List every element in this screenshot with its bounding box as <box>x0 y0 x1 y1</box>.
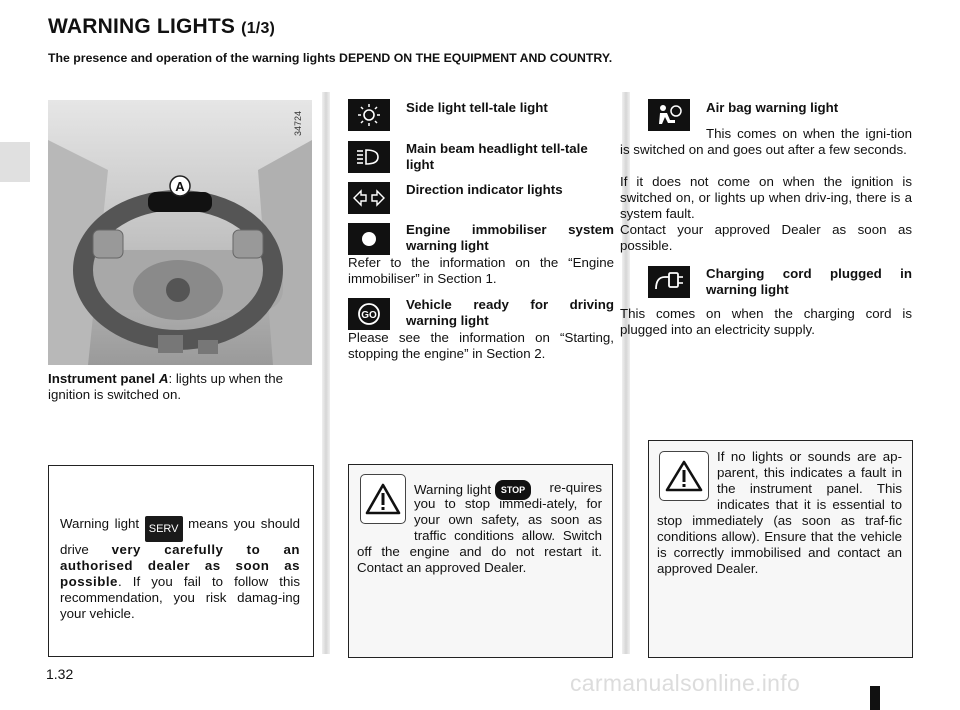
charging-cord-icon <box>648 266 690 298</box>
ready-to-drive-icon <box>348 298 390 330</box>
direction-indicator-label: Direction indicator lights <box>406 182 563 197</box>
side-light-label: Side light tell-tale light <box>406 100 548 115</box>
photo-caption: Instrument panel A: lights up when the ignition is switched on. <box>48 371 284 402</box>
direction-indicator-icon <box>348 182 390 214</box>
side-light-icon <box>348 99 390 131</box>
page-title: WARNING LIGHTS (1/3) <box>48 15 276 38</box>
fault-warning-text: If no lights or sounds are ap-parent, this indicates a fault in the instrument panel. This indicates that it is essential to stop immediately (as soon as traf-fic conditions allow). Ensure that the vehicle is correctly immobilised and contact an approved Dealer. <box>657 449 902 576</box>
column-divider <box>322 92 330 654</box>
photo-reference-number: 34724 <box>293 110 303 136</box>
stop-icon: STOP <box>495 480 531 500</box>
serv-warning-box <box>48 465 314 657</box>
footer-mark <box>870 686 880 710</box>
main-beam-label: Main beam headlight tell-tale light <box>406 141 588 172</box>
page-subtitle: The presence and operation of the warning lights DEPEND ON THE EQUIPMENT AND COUNTRY. <box>48 51 613 65</box>
immobiliser-text: Refer to the information on the “Engine immobiliser” in Section 1. <box>348 255 614 286</box>
fault-warning-box <box>648 440 913 658</box>
ready-to-drive-title: Vehicle ready for driving warning light <box>406 297 614 328</box>
marker-a-label: A <box>175 179 185 194</box>
stop-warning-box <box>348 464 613 658</box>
airbag-text-3: Contact your approved Dealer as soon as possible. <box>620 222 912 253</box>
charging-cord-text: This comes on when the charging cord is plugged into an electricity supply. <box>620 306 912 337</box>
airbag-text-1: This comes on when the igni-tion is switched on and goes out after a few seconds. <box>620 126 912 157</box>
ready-to-drive-text: Please see the information on “Starting, stopping the engine” in Section 2. <box>348 330 614 361</box>
airbag-title: Air bag warning light <box>706 100 839 115</box>
charging-cord-title: Charging cord plugged in warning light <box>706 266 912 297</box>
section-tab <box>0 142 30 182</box>
page-number: 1.32 <box>46 666 74 682</box>
immobiliser-icon <box>348 223 390 255</box>
serv-icon: SERV <box>145 516 183 542</box>
serv-warning-text: Warning light SERV means you should drive very carefully to an authorised dealer as soon as possible. If you fail to follow this recommendation, you risk damag-ing your vehicle. <box>60 516 300 621</box>
airbag-text-2: If it does not come on when the ignition is switched on, or lights up when driv-ing, there is a system fault. <box>620 174 912 221</box>
immobiliser-title: Engine immobiliser system warning light <box>406 222 614 253</box>
watermark: carmanualsonline.info <box>570 670 801 696</box>
svg-text:GO: GO <box>361 310 377 321</box>
stop-warning-text-head: Warning light STOP <box>414 480 602 500</box>
stop-warning-text: re-quires you to stop immedi-ately, for your own safety, as soon as traffic conditions allow. Switch off the engine and do not restart it. Contact an approved Dealer. <box>357 480 602 575</box>
main-beam-icon <box>348 141 390 173</box>
instrument-panel-photo <box>48 100 312 365</box>
